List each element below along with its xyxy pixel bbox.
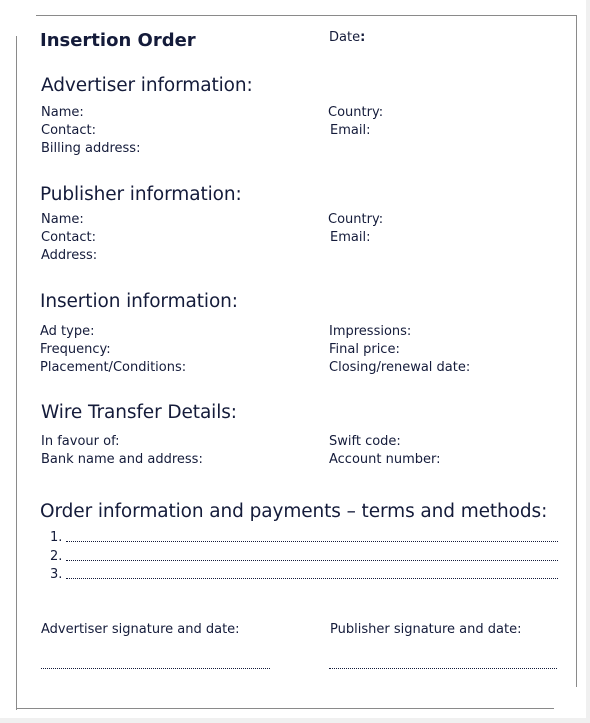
wire-heading: Wire Transfer Details: xyxy=(41,402,237,423)
page-border-bottom xyxy=(16,708,554,709)
bank-name-label: Bank name and address: xyxy=(41,452,203,467)
in-favour-label: In favour of: xyxy=(41,434,120,449)
order-item-number: 3. xyxy=(50,567,63,582)
page-border-right xyxy=(576,15,577,687)
publisher-address-label: Address: xyxy=(41,248,98,263)
page-border-top xyxy=(36,15,577,16)
order-item-number: 1. xyxy=(50,530,63,545)
outer-edge-bottom xyxy=(0,718,590,723)
advertiser-name-label: Name: xyxy=(41,105,84,120)
date-label-colon: : xyxy=(360,30,366,45)
insertion-heading: Insertion information: xyxy=(40,291,238,312)
advertiser-heading: Advertiser information: xyxy=(41,75,253,96)
advertiser-country-label: Country: xyxy=(328,105,384,120)
advertiser-signature-line xyxy=(41,668,270,669)
order-item-number: 2. xyxy=(50,549,63,564)
publisher-country-label: Country: xyxy=(328,212,384,227)
page-border-left xyxy=(16,36,17,710)
date-label xyxy=(329,30,365,45)
placement-label: Placement/Conditions: xyxy=(40,360,187,375)
document-title: Insertion Order xyxy=(40,30,196,51)
final-price-label: Final price: xyxy=(329,342,400,357)
publisher-email-label: Email: xyxy=(330,230,371,245)
publisher-contact-label: Contact: xyxy=(41,230,96,245)
publisher-name-label: Name: xyxy=(41,212,84,227)
advertiser-email-label: Email: xyxy=(330,123,371,138)
publisher-heading: Publisher information: xyxy=(40,184,242,205)
publisher-signature-label: Publisher signature and date: xyxy=(330,622,522,637)
date-label-text: Date xyxy=(329,30,361,45)
swift-code-label: Swift code: xyxy=(329,434,401,449)
advertiser-billing-label: Billing address: xyxy=(41,141,141,156)
order-item-line xyxy=(66,578,558,579)
frequency-label: Frequency: xyxy=(40,342,111,357)
order-heading: Order information and payments – terms and methods: xyxy=(40,501,548,522)
outer-edge-right xyxy=(586,0,590,723)
account-number-label: Account number: xyxy=(329,452,441,467)
order-item-line xyxy=(66,560,558,561)
ad-type-label: Ad type: xyxy=(40,324,95,339)
closing-date-label: Closing/renewal date: xyxy=(329,360,471,375)
publisher-signature-line xyxy=(329,668,557,669)
order-item-line xyxy=(66,541,558,542)
impressions-label: Impressions: xyxy=(329,324,412,339)
advertiser-signature-label: Advertiser signature and date: xyxy=(41,622,240,637)
advertiser-contact-label: Contact: xyxy=(41,123,96,138)
